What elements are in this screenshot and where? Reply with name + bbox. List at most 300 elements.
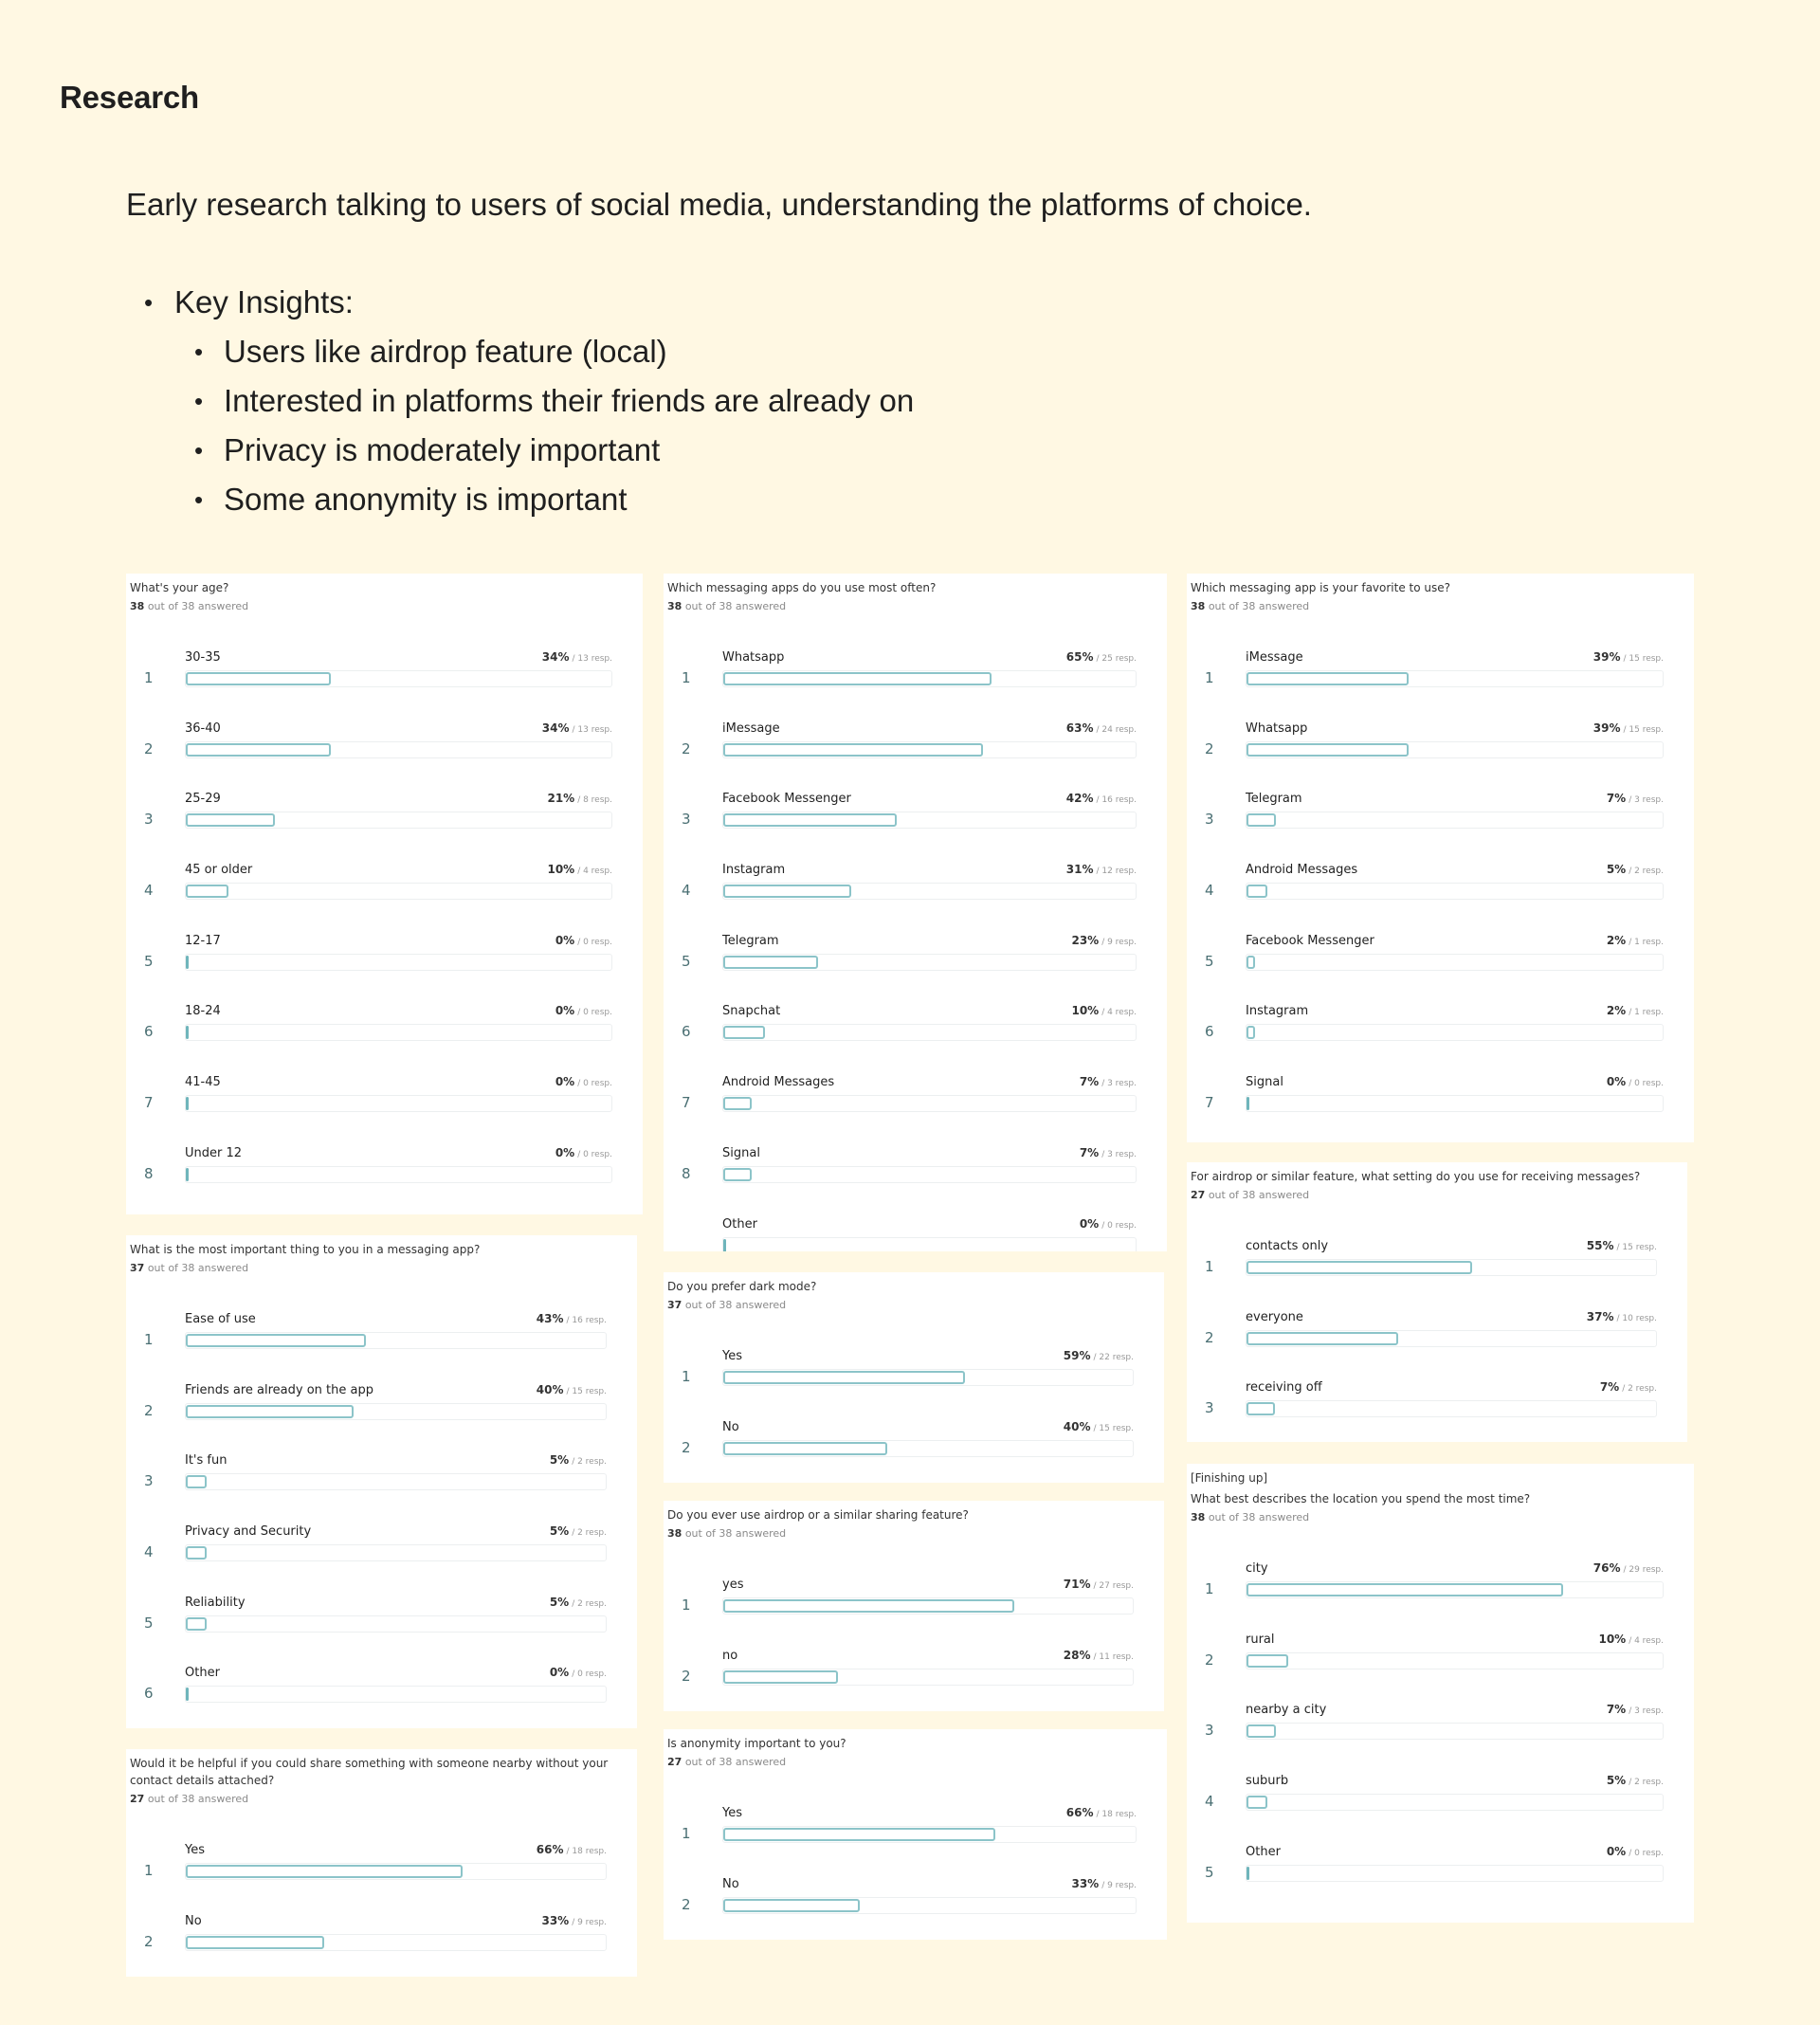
option-percent <box>1066 863 1137 876</box>
option-row <box>667 1806 1163 1877</box>
option-row <box>130 1524 633 1596</box>
option-row <box>1191 1774 1690 1845</box>
option-row <box>130 721 639 793</box>
option-percent <box>1066 1806 1137 1819</box>
response-count: / 2 resp. <box>572 1457 607 1468</box>
result-bar-track <box>185 883 612 900</box>
option-row <box>667 1349 1160 1420</box>
option-row <box>1191 1633 1690 1704</box>
answered-suffix: out of 38 answered <box>684 600 787 612</box>
result-bar-track <box>1246 954 1664 971</box>
answered-suffix: out of 38 answered <box>1208 1189 1310 1201</box>
percent-value: 2% <box>1606 1004 1627 1018</box>
result-bar-fill <box>186 1405 354 1418</box>
percent-value: 10% <box>1598 1632 1627 1646</box>
result-bar-track <box>185 1403 607 1420</box>
option-percent <box>1607 863 1664 876</box>
option-row <box>667 1649 1160 1711</box>
option-row <box>130 934 639 1005</box>
option-percent <box>1071 1877 1137 1890</box>
percent-value: 2% <box>1606 933 1627 947</box>
result-bar-fill <box>1247 1867 1249 1880</box>
result-bar-fill <box>186 1936 324 1949</box>
option-percent <box>537 1312 607 1325</box>
option-label: Signal <box>1246 1075 1283 1090</box>
percent-value: 43% <box>536 1312 564 1325</box>
result-bar-fill <box>186 1097 189 1110</box>
option-row <box>130 863 639 934</box>
percent-value: 59% <box>1063 1349 1091 1362</box>
survey-card-anonymity <box>664 1729 1167 1940</box>
question-title: For airdrop or similar feature, what setting do you use for receiving messages? <box>1191 1170 1641 1183</box>
result-bar-fill <box>723 1828 995 1841</box>
option-percent <box>555 1075 612 1088</box>
option-number: 1 <box>144 1331 154 1348</box>
option-number: 6 <box>1205 1023 1214 1041</box>
result-bar-track <box>185 1615 607 1633</box>
result-bar-track <box>185 1934 607 1951</box>
result-bar-fill <box>186 1688 189 1701</box>
result-bar-track <box>722 670 1137 687</box>
option-row <box>1191 1310 1684 1381</box>
option-label: Instagram <box>722 863 786 878</box>
option-number: 1 <box>682 669 691 686</box>
option-row <box>130 1666 633 1728</box>
result-bar-fill <box>723 1239 726 1252</box>
result-bar-track <box>1246 1259 1657 1276</box>
option-number: 2 <box>144 1401 154 1419</box>
option-number: 5 <box>144 1614 154 1632</box>
question-title: What is the most important thing to you in a messaging app? <box>130 1243 481 1256</box>
option-label: rural <box>1246 1632 1275 1647</box>
option-number: 1 <box>682 1368 691 1385</box>
result-bar-fill <box>186 1617 207 1631</box>
answered-count <box>1191 1511 1690 1523</box>
option-row <box>1191 721 1690 793</box>
option-row <box>130 1453 633 1524</box>
result-bar-track <box>1246 1581 1664 1598</box>
result-bar-track <box>185 1686 607 1703</box>
answered-count <box>130 600 639 612</box>
percent-value: 23% <box>1071 933 1100 947</box>
option-number: 8 <box>144 1164 154 1182</box>
survey-card-apps-most-often <box>664 574 1167 1251</box>
result-bar-fill <box>186 956 189 969</box>
question-title: What best describes the location you spend the most time? <box>1191 1492 1531 1505</box>
option-percent <box>550 1666 607 1679</box>
option-percent <box>542 650 612 664</box>
result-bar-track <box>722 1440 1134 1457</box>
option-percent <box>550 1524 607 1538</box>
option-row <box>1191 1703 1690 1774</box>
response-count: / 10 resp. <box>1616 1313 1657 1323</box>
option-row <box>1191 934 1690 1005</box>
response-count: / 18 resp. <box>566 1847 607 1856</box>
option-percent <box>1080 1217 1137 1231</box>
response-count: / 1 resp. <box>1629 1008 1664 1018</box>
option-row <box>1191 1561 1690 1633</box>
answered-number: 27 <box>1191 1189 1206 1201</box>
percent-value: 66% <box>536 1843 564 1856</box>
result-bar-track <box>185 1166 612 1183</box>
option-list <box>130 650 639 1214</box>
answered-count <box>667 600 1163 612</box>
insight-text: Some anonymity is important <box>224 482 628 517</box>
response-count: / 24 resp. <box>1096 724 1137 735</box>
option-percent <box>1587 1310 1657 1323</box>
list-item <box>142 381 914 430</box>
option-row <box>130 792 639 863</box>
answered-suffix: out of 38 answered <box>1208 1511 1310 1523</box>
list-item <box>142 480 914 529</box>
option-percent <box>541 1914 607 1927</box>
result-bar-fill <box>186 813 275 827</box>
option-number: 3 <box>144 1472 154 1490</box>
option-row <box>667 863 1163 934</box>
response-count: / 11 resp. <box>1093 1651 1134 1662</box>
option-label: Android Messages <box>1246 863 1358 878</box>
option-number: 6 <box>144 1685 154 1703</box>
option-label: Friends are already on the app <box>185 1382 373 1397</box>
option-label: No <box>722 1876 739 1891</box>
option-row <box>667 1075 1163 1146</box>
option-row <box>667 792 1163 863</box>
option-percent <box>1064 1578 1134 1591</box>
response-count: / 16 resp. <box>1096 795 1137 806</box>
option-number: 1 <box>1205 669 1214 686</box>
response-count: / 4 resp. <box>577 867 612 877</box>
option-label: 25-29 <box>185 792 221 807</box>
percent-value: 5% <box>549 1453 570 1468</box>
percent-value: 39% <box>1592 650 1621 664</box>
answered-number: 27 <box>130 1793 145 1805</box>
option-label: No <box>722 1419 739 1434</box>
result-bar-track <box>185 741 612 758</box>
result-bar-fill <box>723 1168 752 1181</box>
result-bar-track <box>1246 1330 1657 1347</box>
result-bar-track <box>1246 812 1664 829</box>
answered-count <box>1191 600 1690 612</box>
answered-number: 27 <box>667 1756 682 1768</box>
result-bar-track <box>1246 1652 1664 1669</box>
option-percent <box>547 792 612 805</box>
percent-value: 7% <box>1606 792 1627 806</box>
option-number: 5 <box>1205 1863 1214 1881</box>
option-label: 36-40 <box>185 721 221 736</box>
option-label: Reliability <box>185 1595 246 1610</box>
option-row <box>1191 863 1690 934</box>
percent-value: 7% <box>1079 1145 1100 1159</box>
response-count: / 15 resp. <box>1623 724 1664 735</box>
option-label: Whatsapp <box>1246 721 1308 736</box>
option-number: 5 <box>1205 952 1214 970</box>
option-number: 2 <box>1205 1328 1214 1346</box>
option-percent <box>1593 721 1664 735</box>
option-list <box>667 1349 1160 1483</box>
percent-value: 5% <box>1606 1774 1627 1788</box>
option-percent <box>1607 792 1664 805</box>
percent-value: 21% <box>547 792 575 806</box>
percent-value: 28% <box>1063 1648 1091 1662</box>
result-bar-fill <box>186 1334 366 1347</box>
option-label: Yes <box>722 1349 742 1363</box>
option-number: 2 <box>1205 739 1214 757</box>
result-bar-fill <box>1247 1724 1276 1738</box>
option-row <box>1191 1004 1690 1075</box>
answered-count <box>1191 1189 1684 1201</box>
option-label: suburb <box>1246 1774 1289 1789</box>
response-count: / 0 resp. <box>577 937 612 947</box>
result-bar-track <box>722 1024 1137 1041</box>
option-label: 18-24 <box>185 1004 221 1019</box>
response-count: / 9 resp. <box>1101 1880 1137 1890</box>
option-number: 2 <box>144 1932 154 1950</box>
result-bar-fill <box>723 1097 752 1110</box>
result-bar-fill <box>723 813 897 827</box>
result-bar-fill <box>1247 1026 1255 1039</box>
option-number: 1 <box>144 1862 154 1879</box>
response-count: / 0 resp. <box>577 1008 612 1018</box>
result-bar-fill <box>723 743 983 757</box>
question-title: Is anonymity important to you? <box>667 1737 846 1750</box>
percent-value: 71% <box>1063 1578 1091 1591</box>
percent-value: 0% <box>1606 1844 1627 1858</box>
option-label: Yes <box>185 1843 205 1857</box>
result-bar-fill <box>723 1899 860 1912</box>
result-bar-fill <box>723 1371 965 1384</box>
option-number: 3 <box>1205 811 1214 829</box>
response-count: / 15 resp. <box>1093 1423 1134 1433</box>
option-number: 1 <box>682 1596 691 1614</box>
result-bar-fill <box>186 743 331 757</box>
option-percent <box>1587 1239 1657 1252</box>
percent-value: 5% <box>1606 863 1627 877</box>
option-number: 3 <box>144 811 154 829</box>
percent-value: 0% <box>1606 1075 1627 1089</box>
result-bar-fill <box>186 1475 207 1488</box>
option-number: 6 <box>144 1023 154 1041</box>
option-label: Signal <box>722 1145 760 1160</box>
option-row <box>667 1146 1163 1217</box>
option-number: 7 <box>144 1094 154 1112</box>
insight-text: Interested in platforms their friends are already on <box>224 383 915 418</box>
response-count: / 1 resp. <box>1629 937 1664 947</box>
percent-value: 0% <box>1079 1216 1100 1231</box>
option-number: 4 <box>144 1543 154 1561</box>
result-bar-fill <box>186 1865 463 1878</box>
option-number: 3 <box>1205 1722 1214 1740</box>
response-count: / 25 resp. <box>1096 654 1137 664</box>
result-bar-track <box>1246 1794 1664 1811</box>
result-bar-fill <box>186 672 331 685</box>
percent-value: 33% <box>1071 1876 1100 1890</box>
option-row <box>130 1075 639 1146</box>
percent-value: 0% <box>555 1004 575 1018</box>
percent-value: 37% <box>1586 1309 1614 1323</box>
option-percent <box>1607 1075 1664 1088</box>
option-list <box>667 1806 1163 1940</box>
survey-card-most-important <box>126 1235 637 1728</box>
result-bar-track <box>722 1166 1137 1183</box>
option-label: yes <box>722 1578 744 1592</box>
result-bar-track <box>1246 741 1664 758</box>
result-bar-track <box>1246 1723 1664 1740</box>
percent-value: 31% <box>1065 863 1094 877</box>
result-bar-fill <box>1247 956 1255 969</box>
result-bar-track <box>185 1473 607 1490</box>
percent-value: 33% <box>541 1913 570 1927</box>
percent-value: 76% <box>1592 1561 1621 1575</box>
result-bar-fill <box>1247 813 1276 827</box>
option-percent <box>555 1146 612 1159</box>
result-bar-fill <box>723 1442 887 1455</box>
option-label: 12-17 <box>185 933 221 948</box>
result-bar-track <box>185 1544 607 1561</box>
result-bar-track <box>185 1332 607 1349</box>
bullet-icon: • <box>194 436 204 465</box>
response-count: / 27 resp. <box>1093 1581 1134 1591</box>
answered-suffix: out of 38 answered <box>684 1299 787 1311</box>
answered-number: 38 <box>667 600 682 612</box>
result-bar-track <box>722 1897 1137 1914</box>
option-label: city <box>1246 1561 1268 1576</box>
result-bar-fill <box>723 1026 765 1039</box>
option-row <box>130 1383 633 1454</box>
percent-value: 40% <box>1063 1419 1091 1433</box>
survey-card-age <box>126 574 643 1214</box>
option-label: Privacy and Security <box>185 1524 312 1540</box>
option-row <box>667 1004 1163 1075</box>
intro-text: Early research talking to users of social media, understanding the platforms of choice. <box>126 187 1312 222</box>
result-bar-track <box>185 1095 612 1112</box>
option-row <box>1191 1845 1690 1916</box>
response-count: / 13 resp. <box>572 724 612 735</box>
response-count: / 12 resp. <box>1096 867 1137 877</box>
response-count: / 0 resp. <box>1629 1079 1664 1089</box>
answered-count <box>667 1299 1160 1311</box>
response-count: / 2 resp. <box>1629 1778 1664 1788</box>
option-label: Snapchat <box>722 1004 781 1019</box>
result-bar-track <box>185 670 612 687</box>
option-number: 2 <box>682 1667 691 1685</box>
list-item <box>142 332 914 381</box>
option-label: receiving off <box>1246 1380 1322 1396</box>
result-bar-track <box>722 1826 1137 1843</box>
option-percent <box>1064 1420 1134 1433</box>
response-count: / 3 resp. <box>1629 1706 1664 1717</box>
result-bar-track <box>722 883 1137 900</box>
result-bar-track <box>1246 1865 1664 1882</box>
percent-value: 42% <box>1065 792 1094 806</box>
option-row <box>667 721 1163 793</box>
response-count: / 0 resp. <box>1629 1848 1664 1858</box>
option-row <box>130 1596 633 1667</box>
option-list <box>667 1578 1160 1711</box>
result-bar-track <box>722 812 1137 829</box>
percent-value: 5% <box>549 1524 570 1539</box>
option-row <box>667 1420 1160 1483</box>
result-bar-track <box>722 1237 1137 1252</box>
response-count: / 2 resp. <box>572 1598 607 1609</box>
percent-value: 0% <box>555 933 575 947</box>
response-count: / 4 resp. <box>1629 1635 1664 1646</box>
page-title: Research <box>60 80 199 115</box>
result-bar-track <box>185 812 612 829</box>
result-bar-track <box>1246 670 1664 687</box>
key-insights-list <box>142 283 914 529</box>
option-row <box>667 1217 1163 1252</box>
option-percent <box>1593 650 1664 664</box>
option-number: 4 <box>1205 882 1214 900</box>
survey-card-location <box>1187 1464 1694 1923</box>
option-label: no <box>722 1648 738 1663</box>
survey-card-airdrop-use <box>664 1501 1164 1711</box>
percent-value: 0% <box>555 1145 575 1159</box>
response-count: / 9 resp. <box>1101 937 1137 947</box>
result-bar-fill <box>723 956 818 969</box>
response-count: / 2 resp. <box>572 1528 607 1539</box>
question-title: Do you ever use airdrop or a similar sharing feature? <box>667 1508 969 1522</box>
option-number: 1 <box>144 669 154 686</box>
result-bar-fill <box>1247 672 1409 685</box>
result-bar-fill <box>723 1670 838 1684</box>
result-bar-track <box>185 1024 612 1041</box>
result-bar-track <box>722 1369 1134 1386</box>
bullet-icon: • <box>194 387 204 415</box>
response-count: / 8 resp. <box>577 795 612 806</box>
answered-number: 38 <box>1191 600 1206 612</box>
response-count: / 0 resp. <box>1101 1220 1137 1231</box>
response-count: / 15 resp. <box>566 1386 607 1396</box>
option-number: 2 <box>682 739 691 757</box>
percent-value: 34% <box>541 721 570 735</box>
option-label: contacts only <box>1246 1239 1329 1253</box>
result-bar-fill <box>723 1599 1014 1613</box>
option-list <box>1191 1239 1684 1442</box>
option-row <box>667 650 1163 721</box>
result-bar-fill <box>1247 885 1267 898</box>
section-label: [Finishing up] <box>1191 1471 1268 1485</box>
percent-value: 34% <box>541 650 570 664</box>
result-bar-track <box>1246 883 1664 900</box>
option-percent <box>1066 721 1137 735</box>
option-label: Android Messages <box>722 1075 835 1090</box>
option-number: 1 <box>682 1825 691 1842</box>
option-label: Other <box>185 1666 220 1681</box>
response-count: / 29 resp. <box>1623 1565 1664 1575</box>
option-number: 2 <box>682 1895 691 1913</box>
option-row <box>130 1843 633 1914</box>
result-bar-fill <box>186 885 228 898</box>
option-label: everyone <box>1246 1309 1303 1324</box>
result-bar-track <box>1246 1095 1664 1112</box>
response-count: / 0 resp. <box>577 1149 612 1159</box>
option-label: 41-45 <box>185 1075 221 1090</box>
option-label: 45 or older <box>185 863 253 878</box>
option-number: 6 <box>682 1023 691 1041</box>
answered-suffix: out of 38 answered <box>147 600 249 612</box>
result-bar-fill <box>186 1026 189 1039</box>
question-title: Do you prefer dark mode? <box>667 1280 817 1293</box>
option-row <box>130 1004 639 1075</box>
result-bar-fill <box>1247 1654 1288 1668</box>
list-item <box>142 283 914 332</box>
survey-card-favorite-app <box>1187 574 1694 1142</box>
option-label: Other <box>722 1216 757 1231</box>
result-bar-fill <box>1247 1796 1267 1809</box>
answered-suffix: out of 38 answered <box>1208 600 1310 612</box>
result-bar-track <box>722 954 1137 971</box>
